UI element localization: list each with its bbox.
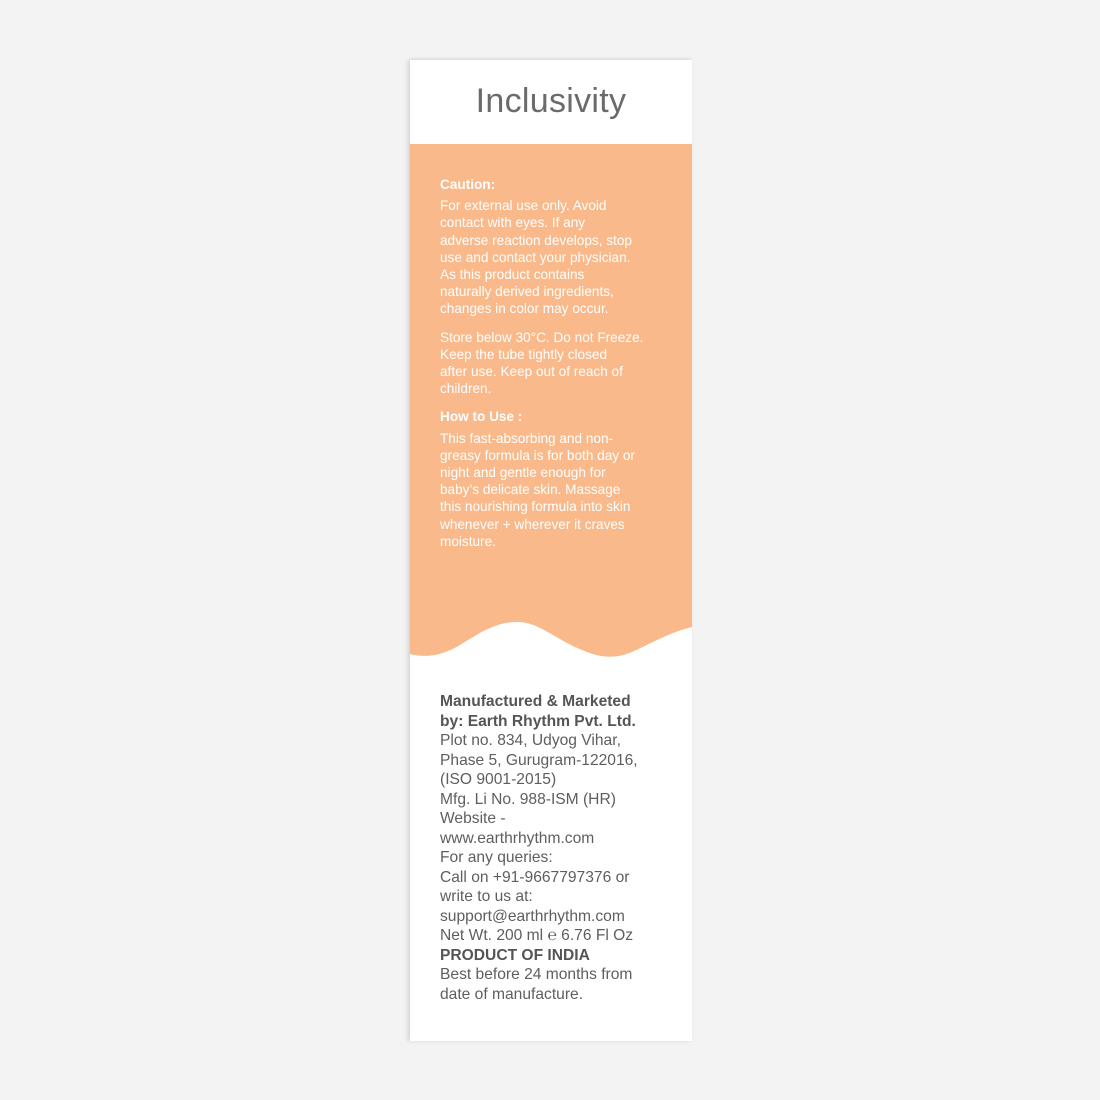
manufacturer-address-line: Phase 5, Gurugram-122016,	[440, 751, 638, 769]
manufacturer-info	[440, 692, 680, 1004]
manufacturer-address-line: Plot no. 834, Udyog Vihar,	[440, 732, 621, 749]
phone-line: Call on +91-9667797376 or	[440, 868, 630, 886]
how-to-use-line: baby’s delicate skin. Massage	[440, 482, 621, 498]
website-url: www.earthrhythm.com	[440, 829, 595, 847]
caution-usage-block	[410, 144, 692, 660]
product-label-panel	[410, 60, 692, 1041]
iso-certification: (ISO 9001-2015)	[440, 771, 557, 788]
mfg-license: Mfg. Li No. 988-ISM (HR)	[440, 790, 616, 808]
support-email: support@earthrhythm.com	[440, 907, 625, 925]
caution-line: naturally derived ingredients,	[440, 284, 614, 300]
caution-line: changes in color may occur.	[440, 301, 609, 317]
caution-line: For external use only. Avoid	[440, 198, 607, 214]
caution-line: contact with eyes. If any	[440, 215, 586, 231]
net-weight: Net Wt. 200 ml ℮ 6.76 Fl Oz	[440, 927, 634, 944]
storage-line: after use. Keep out of reach of	[440, 364, 623, 380]
manufacturer-heading-line: Manufactured & Marketed	[440, 693, 631, 710]
manufacturer-heading-line: by: Earth Rhythm Pvt. Ltd.	[440, 712, 636, 730]
how-to-use-heading: How to Use :	[440, 409, 523, 425]
storage-line: children.	[440, 381, 492, 397]
how-to-use-line: this nourishing formula into skin	[440, 499, 631, 515]
brand-title: Inclusivity	[475, 81, 627, 120]
best-before-line: Best before 24 months from	[440, 966, 633, 983]
orange-text-column	[440, 176, 668, 550]
how-to-use-line: whenever + wherever it craves	[440, 516, 625, 532]
queries-label: For any queries:	[440, 849, 553, 866]
caution-line: As this product contains	[440, 267, 585, 283]
brand-header	[410, 60, 692, 144]
how-to-use-line: moisture.	[440, 533, 496, 549]
caution-line: adverse reaction develops, stop	[440, 232, 632, 248]
how-to-use-line: greasy formula is for both day or	[440, 447, 635, 463]
how-to-use-line: This fast-absorbing and non-	[440, 430, 614, 446]
caution-heading: Caution:	[440, 177, 496, 192]
caution-line: use and contact your physician.	[440, 249, 631, 265]
how-to-use-line: night and gentle enough for	[440, 465, 606, 481]
product-origin: PRODUCT OF INDIA	[440, 946, 590, 964]
best-before-line: date of manufacture.	[440, 985, 584, 1003]
storage-line: Store below 30°C. Do not Freeze.	[440, 329, 644, 345]
website-label: Website -	[440, 810, 506, 827]
write-to-us-label: write to us at:	[440, 888, 533, 905]
storage-line: Keep the tube tightly closed	[440, 346, 608, 362]
